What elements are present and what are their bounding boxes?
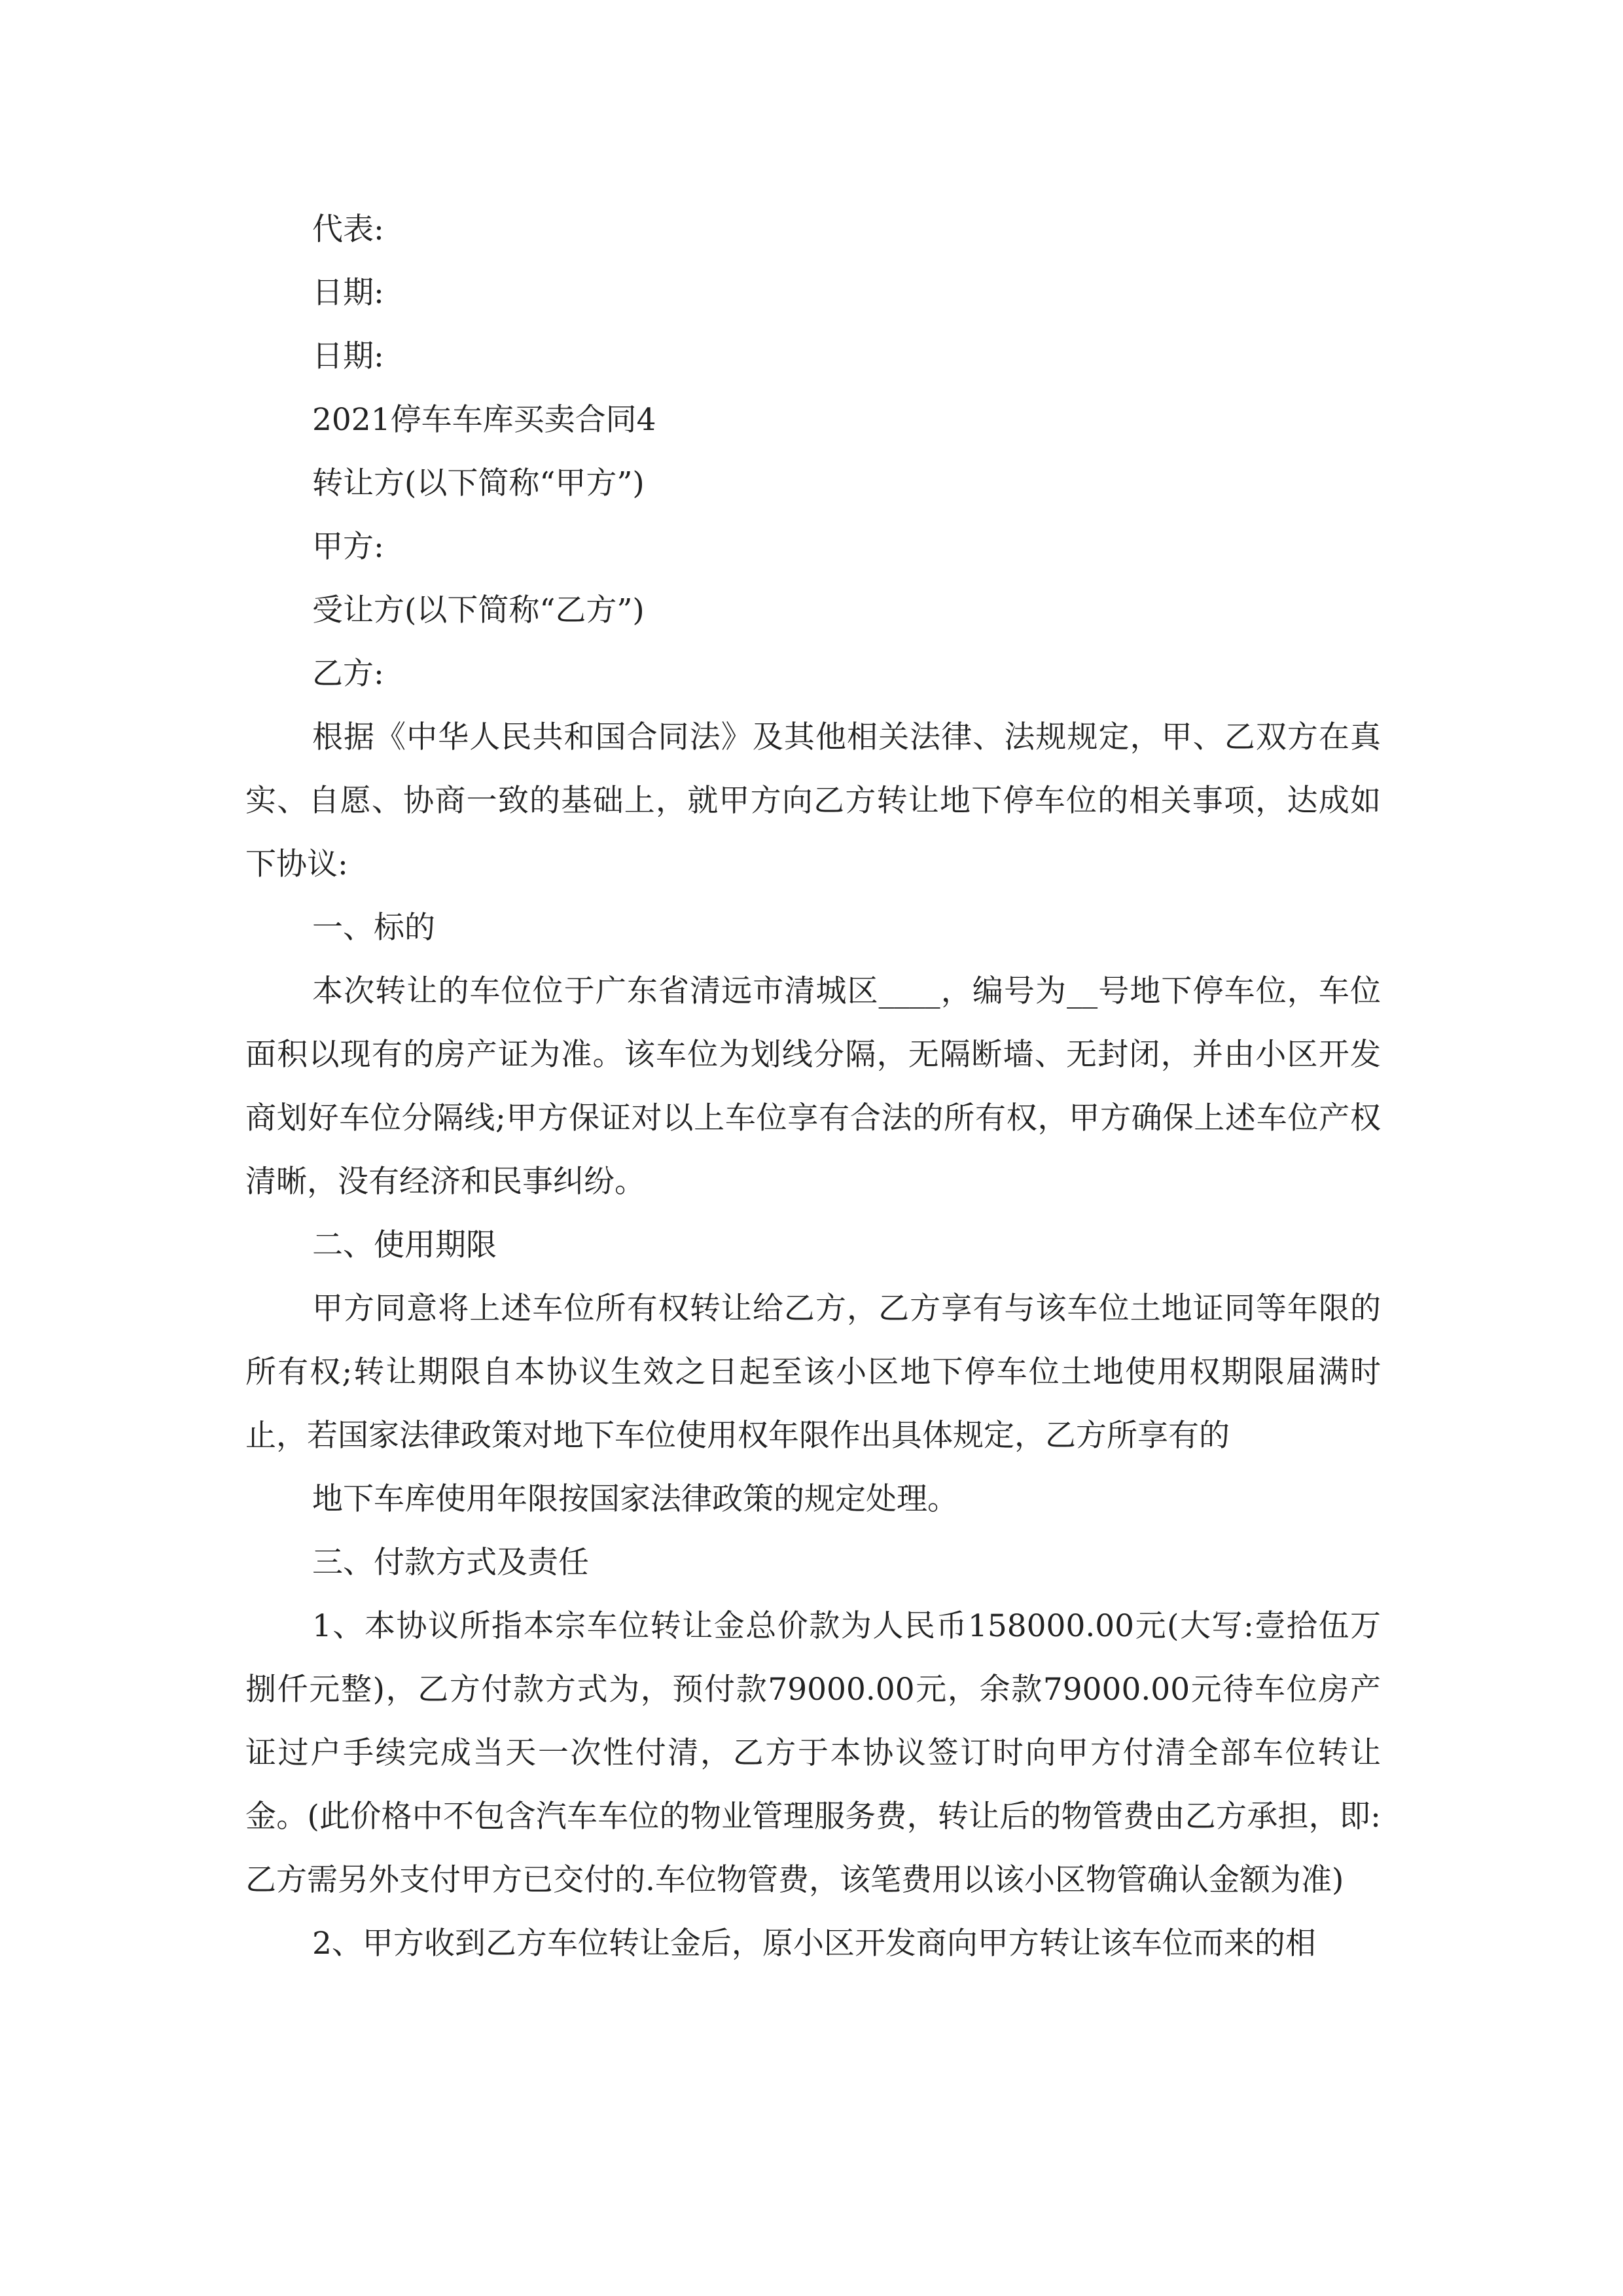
section-heading: 三、付款方式及责任	[312, 1545, 589, 1581]
section-heading: 二、使用期限	[312, 1227, 497, 1263]
party-a-line: 甲方:	[312, 529, 384, 565]
preamble-paragraph: 根据《中华人民共和国合同法》及其他相关法律、法规规定，甲、乙双方在真实、自愿、协商一致的基础上，就甲方向乙方转让地下停车位的相关事项，达成如下协议:	[245, 719, 1381, 882]
section-paragraph-continuation: 地下车库使用年限按国家法律政策的规定处理。	[312, 1481, 958, 1517]
party-b-line: 乙方:	[312, 656, 384, 692]
transferee-definition: 受让方(以下简称“乙方”)	[312, 592, 645, 628]
payment-item: 2、甲方收到乙方车位转让金后，原小区开发商向甲方转让该车位而来的相	[312, 1926, 1316, 1962]
document-body	[245, 198, 1381, 1975]
date-line: 日期:	[312, 338, 384, 374]
section-paragraph: 本次转让的车位位于广东省清远市清城区____，编号为__号地下停车位，车位面积以现有的房产证为准。该车位为划线分隔，无隔断墙、无封闭，并由小区开发商划好车位分隔线;甲方保证对以上车位享有合法的所有权，甲方确保上述车位产权清晰，没有经济和民事纠纷。	[245, 973, 1381, 1200]
representative-line: 代表:	[312, 211, 384, 247]
section-heading: 一、标的	[312, 910, 435, 946]
contract-title: 2021停车车库买卖合同4	[312, 402, 656, 438]
payment-item: 1、本协议所指本宗车位转让金总价款为人民币158000.00元(大写:壹拾伍万捌仟元整)，乙方付款方式为，预付款79000.00元，余款79000.00元待车位房产证过户手续完成当天一次性付清，乙方于本协议签订时向甲方付清全部车位转让金。(此价格中不包含汽车车位的物业管理服务费，转让后的物管费由乙方承担，即:乙方需另外支付甲方已交付的.车位物管费，该笔费用以该小区物管确认金额为准)	[245, 1608, 1381, 1898]
transferor-definition: 转让方(以下简称“甲方”)	[312, 465, 645, 501]
date-line: 日期:	[312, 275, 384, 311]
section-paragraph: 甲方同意将上述车位所有权转让给乙方，乙方享有与该车位土地证同等年限的所有权;转让期限自本协议生效之日起至该小区地下停车位土地使用权期限届满时止，若国家法律政策对地下车位使用权年限作出具体规定，乙方所享有的	[245, 1291, 1381, 1454]
